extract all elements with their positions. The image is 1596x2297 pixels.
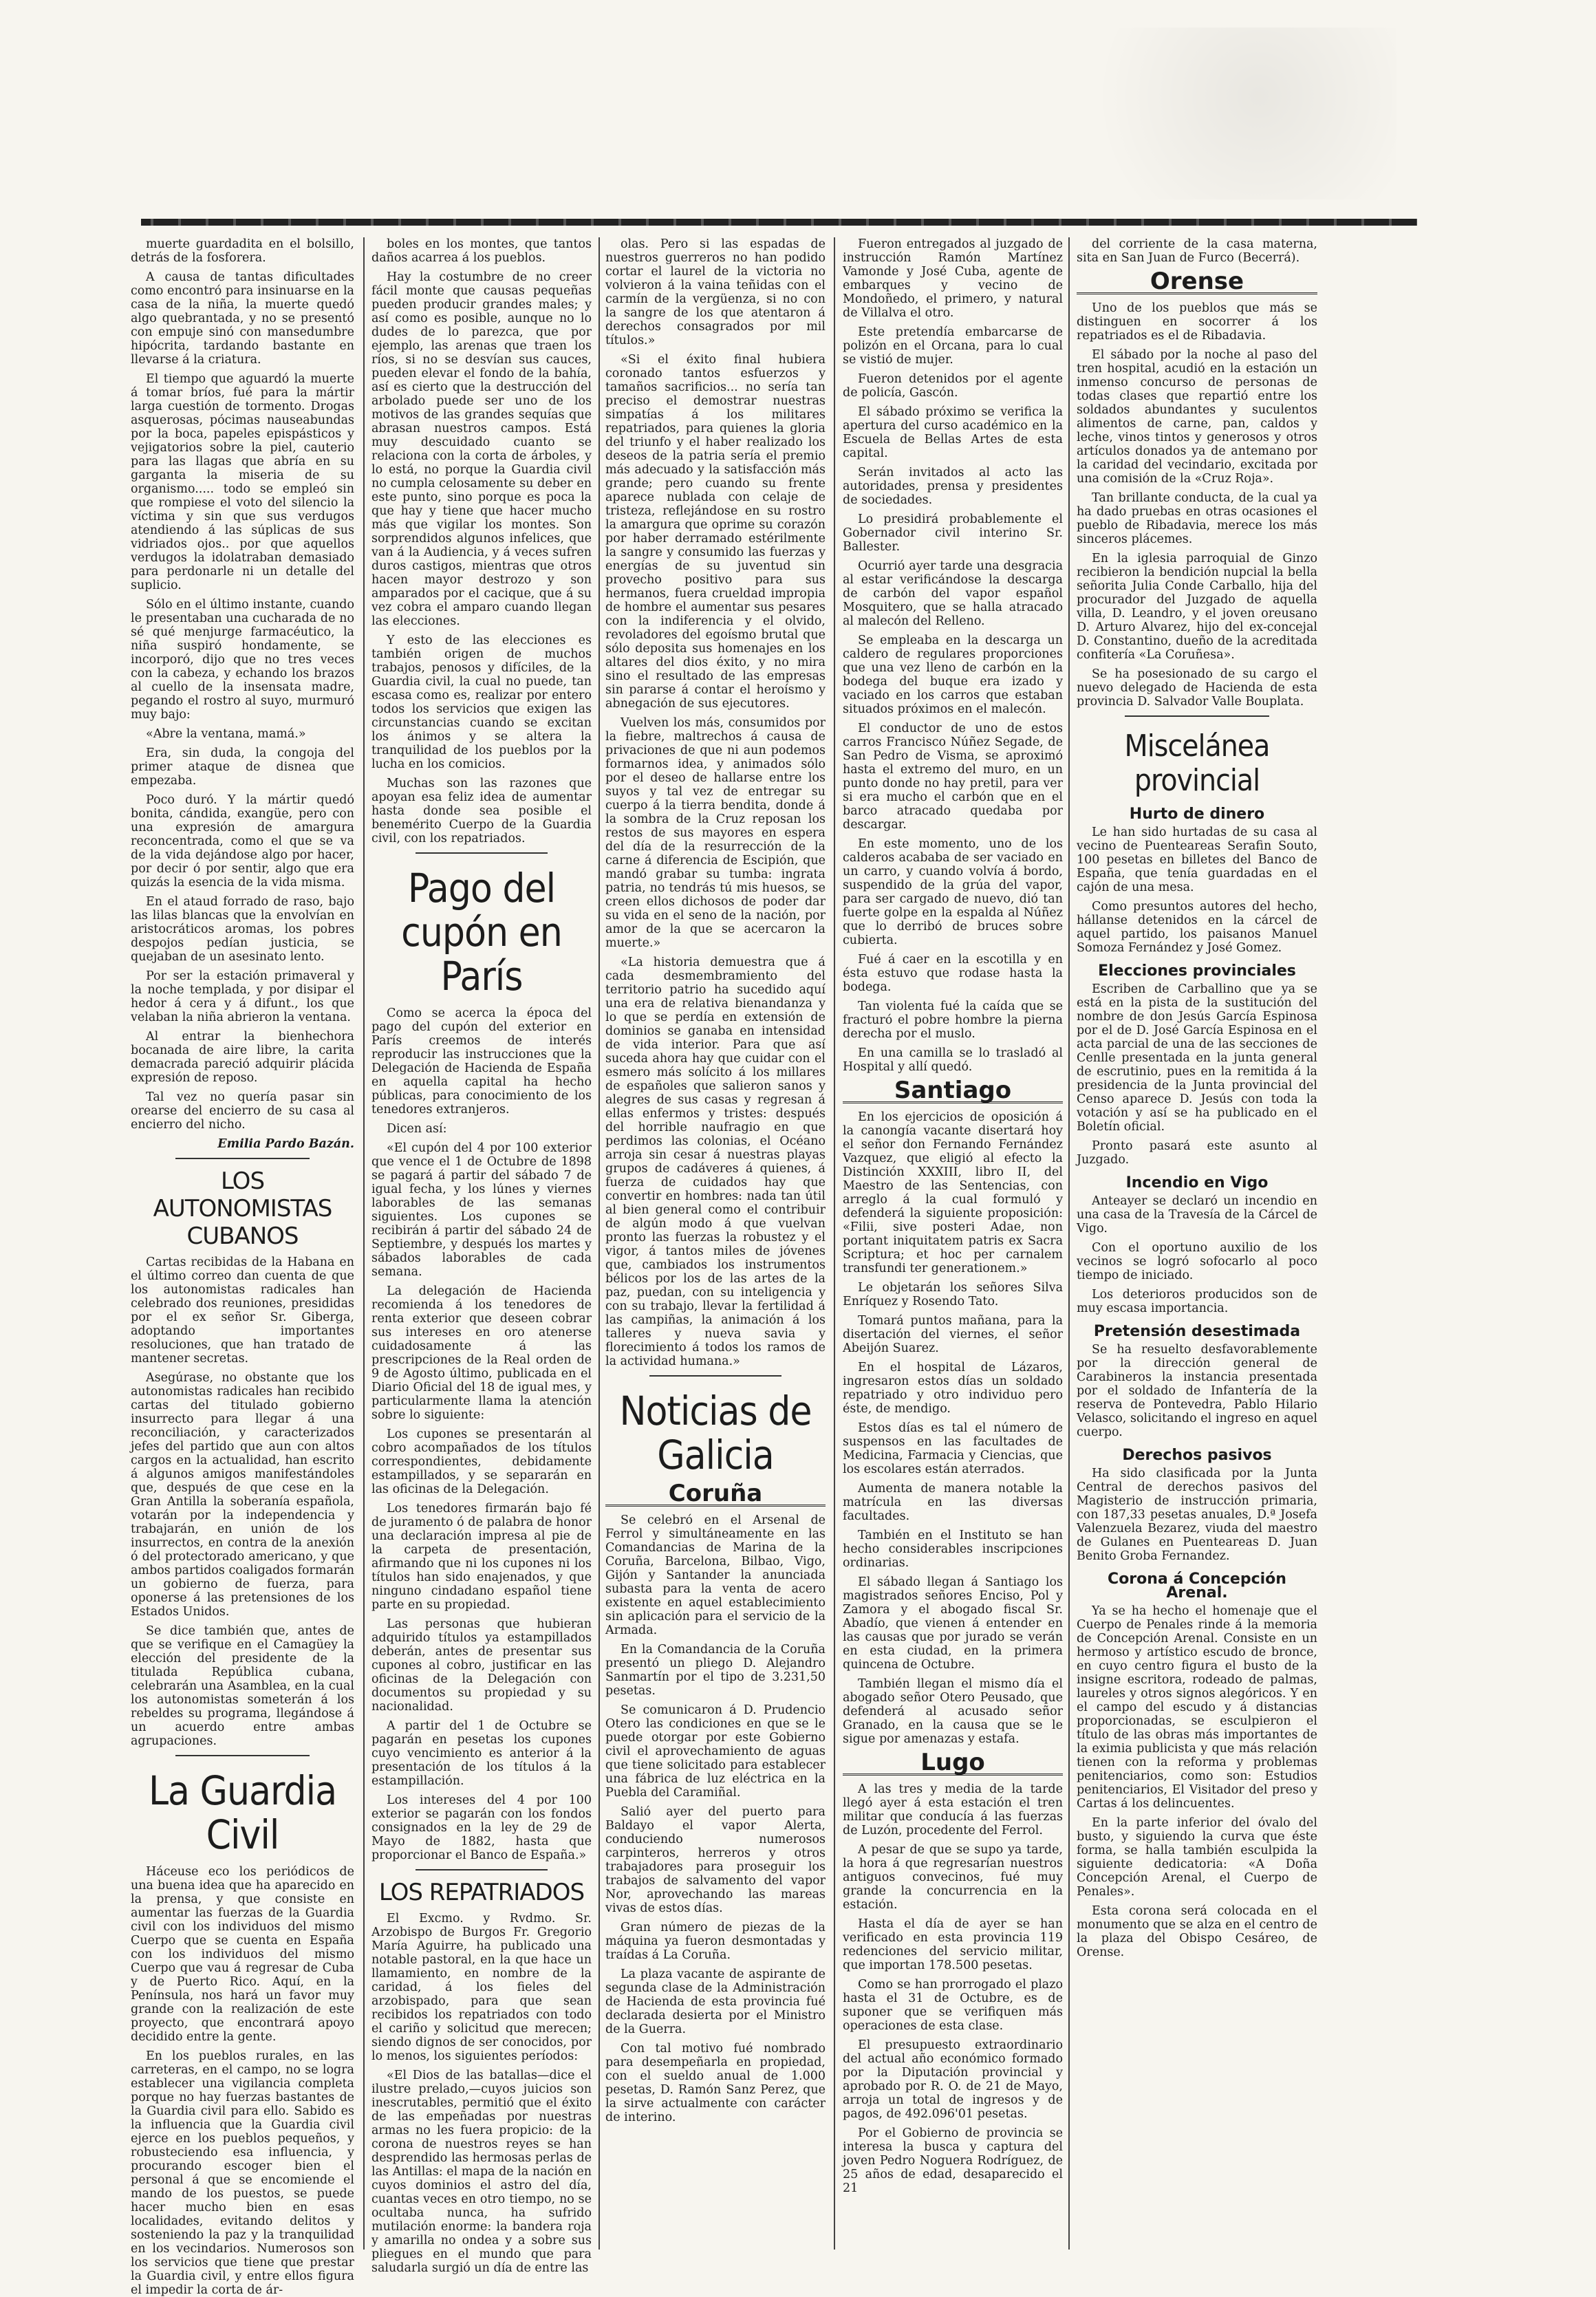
paragraph: En una camilla se lo trasladó al Hospital y allí quedó. [843,1046,1063,1074]
paragraph: «Si el éxito final hubiera coronado tantos esfuerzos y tamaños sacrificios... no sería tan preciso el demostrar nuestras simpatías á los militares repatriados, para quienes la gloria del triunfo y el haber realizado los deseos de la patria sería el premio más adecuado y la satisfacción más grande; pero cuando su frente aparece nublada con celaje de tristeza, reflejándose en su rostro la amargura que oprime su corazón por haber derramado estérilmente la sangre y consumido las fuerzas y energías de su juventud sin provecho positivo para sus hermanos, fuera crueldad impropia de hombre el aumentar sus pesares con la indiferencia y el olvido, revoladores del egoísmo brutal que sólo deposita sus homenajes en los altares del dios éxito, y no mira sino el resultado de las empresas sin pararse á contar el heroísmo y abnegación de sus ejecutores. [605,353,826,711]
paragraph: Las personas que hubieran adquirido títulos ya estampillados deberán, antes de presentar sus cupones al cobro, justificar en las oficinas de la Delegación con documentos su propiedad y su nacionalidad. [371,1617,592,1714]
headline-pago-cupon: Pago del cupón en París [401,865,562,1000]
headline-noticias-galicia: Noticias de Galicia [619,1388,812,1478]
paragraph: Como presuntos autores del hecho, hállanse detenidos en la cárcel de aquel partido, los paisanos Manuel Somoza Fernández y José Gomez. [1077,900,1317,955]
divider-rule [175,1755,310,1756]
paragraph: Ocurrió ayer tarde una desgracia al estar verificándose la descarga de carbón del vapor español Mosquitero, que se halla atracado al malecón del Relleno. [843,559,1063,628]
article-repatriados [371,1912,592,2275]
paragraph: Cartas recibidas de la Habana en el último correo dan cuenta de que los autonomistas radicales han celebrado dos reuniones, presididas por el ex señor Sr. Giberga, adoptando importantes resoluciones, que han tratado de mantener secretas. [131,1255,354,1366]
paragraph: Gran número de piezas de la máquina ya fueron desmontadas y traídas á La Coruña. [605,1921,826,1962]
paragraph: En los pueblos rurales, en las carreteras, en el campo, no se logra establecer una vigilancia completa porque no hay fuerzas bastantes de la Guardia civil para ello. Sabido es la influencia que la Guardia civil ejerce en los pueblos pequeños, y robusteciendo esa influencia, y procurando escoger bien el personal á que se encomiende el mando de los puestos, se puede hacer mucho bien en esas localidades, evitando delitos y sosteniendo la paz y la tranquilidad en los vecindarios. Numerosos son los servicios que tiene que prestar la Guardia civil, y entre ellos figura el impedir la corta de ár- [131,2049,354,2297]
paragraph: Vuelven los más, consumidos por la fiebre, maltrechos á causa de privaciones de que ni aun podemos formarnos idea, y animados sólo por el deseo de hallarse entre los suyos y tal vez de entregar su cuerpo á la tierra bendita, donde á la sombra de la Cruz reposan los restos de sus mayores en espera del día de la resurrección de la carne á diferencia de Escipión, que mandó grabar su tumba: ingrata patria, no tendrás tú mis huesos, se creen ellos dichosos de poder dar su vida en el seno de la nación, por amor de la que se acercaron la muerte.» [605,716,826,950]
paragraph: Uno de los pueblos que más se distinguen en socorrer á los repatriados es el de Ribadavia. [1077,301,1317,343]
paragraph: Con el oportuno auxilio de los vecinos se logró sofocarlo al poco tiempo de iniciado. [1077,1241,1317,1282]
paragraph: Serán invitados al acto las autoridades, prensa y presidentes de sociedades. [843,466,1063,507]
paragraph: Ya se ha hecho el homenaje que el Cuerpo de Penales rinde á la memoria de Concepción Arenal. Consiste en un hermoso y artístico escudo de bronce, en cuyo centro figura el busto de la insigne escritora, rodeado de palmas, laureles y otros signos alegóricos. Y en el campo del escudo y á distancias proporcionadas, se esculpieron el título de las obras más importantes de la eximia publicista y que más relación tienen con la reforma y problemas penitenciarios, como son: Estudios penitenciarios, El Visitador del preso y Cartas á los delincuentes. [1077,1604,1317,1811]
news-incendio [1077,1194,1317,1315]
paragraph: Pronto pasará este asunto al Juzgado. [1077,1139,1317,1167]
headline-autonomistas: LOS AUTONOMISTAS CUBANOS [153,1167,332,1250]
paragraph: Se celebró en el Arsenal de Ferrol y simultáneamente en las Comandancias de Marina de la Coruña, Barcelona, Bilbao, Vigo, Gijón y Santander la anunciada subasta para la venta de acero existente en aquel establecimiento sin aplicación para el servicio de la Armada. [605,1513,826,1637]
story-continuation [131,237,354,1132]
paragraph: Esta corona será colocada en el monumento que se alza en el centro de la plaza del Obispo Cesáreo, de Orense. [1077,1904,1317,1959]
paragraph: «El cupón del 4 por 100 exterior que vence el 1 de Octubre de 1898 se pagará á partir del sábado 7 de igual fecha, y los lúnes y viernes laborables de las semanas siguientes. Los cupones se recibirán á partir del sábado 24 de Septiembre, y después los martes y sábados laborables de cada semana. [371,1141,592,1279]
paragraph: Los cupones se presentarán al cobro acompañados de los títulos correspondientes, debidamente estampillados, y se separarán en las oficinas de la Delegación. [371,1427,592,1496]
divider-rule [416,1869,548,1870]
paragraph: El conductor de uno de estos carros Francisco Núñez Segade, de San Pedro de Visma, se aproximó hasta el extremo del muro, en un punto donde no hay pretil, para ver si era mucho el carbón que en el barco atracado quedaba por descargar. [843,722,1063,832]
divider-rule [175,1158,310,1159]
paragraph: En la iglesia parroquial de Ginzo recibieron la bendición nupcial la bella señorita Julia Conde Carballo, hija del procurador del Juzgado de aquella villa, D. Leandro, y el joven oreusano D. Arturo Alvarez, hijo del ex-concejal D. Constantino, dueño de la acreditada confitería «La Coruñesa». [1077,552,1317,662]
paragraph: Háceuse eco los periódicos de una buena idea que ha aparecido en la prensa, y que consiste en aumentar las fuerzas de la Guardia civil con los individuos del mismo Cuerpo que se cuenta en España con los individuos del mismo Cuerpo que vau á regresar de Cuba y de Puerto Rico. Aquí, en la Península, nos hará un favor muy grande con la realización de este proyecto, que encontrará apoyo decidido entre la gente. [131,1865,354,2044]
paragraph: También llegan el mismo día el abogado señor Otero Peusado, que defenderá al acusado señor Granado, en la causa que se le sigue por amenazas y estafa. [843,1677,1063,1746]
headline-guardia-civil: La Guardia Civil [148,1767,337,1858]
paragraph: Asegúrase, no obstante que los autonomistas radicales han recibido cartas del titulado gobierno insurrecto para llegar á una reconciliación, y caracterizados jefes del partido que aun con altos cargos en la actualidad, han escrito á algunos amigos manifestándoles que, después de que cese en la Gran Antilla la soberanía española, votarán por la independencia y trabajarán, en unión de los insurrectos, en contra de la anexión ó del protectorado americano, y que ambos partidos coaligados formarán un gobierno de fuerza, para oponerse á las pretensiones de los Estados Unidos. [131,1371,354,1619]
author-signature: Emilia Pardo Bazán. [217,1137,354,1151]
paragraph: Se ha posesionado de su cargo el nuevo delegado de Hacienda de esta provincia D. Salvador Valle Bouplata. [1077,667,1317,709]
paragraph: Se empleaba en la descarga un caldero de regulares proporciones que una vez lleno de carbón en la bodega del buque era izado y vaciado en los carros que estaban situados próximos en el malecón. [843,634,1063,716]
paragraph: A partir del 1 de Octubre se pagarán en pesetas los cupones cuyo vencimiento es anterior á la presentación de los títulos á la estampillación. [371,1719,592,1788]
column-1 [131,237,354,2297]
paragraph: Al entrar la bienhechora bocanada de aire libre, la carita demacrada pareció adquirir plácida expresión de reposo. [131,1030,354,1085]
paragraph: Aumenta de manera notable la matrícula en las diversas facultades. [843,1482,1063,1523]
paragraph: Por el Gobierno de provincia se interesa la busca y captura del joven Pedro Noguera Rodríguez, de 25 años de edad, desaparecido el 21 [843,2126,1063,2195]
paragraph: Hasta el día de ayer se han verificado en esta provincia 119 redenciones del servicio militar, que importan 178.500 pesetas. [843,1917,1063,1972]
news-lugo [843,1782,1063,2195]
paragraph: En la parte inferior del óvalo del busto, y siguiendo la curva que éste forma, se halla también esculpida la siguiente dedicatoria: «A Doña Concepción Arenal, el Cuerpo de Penales». [1077,1816,1317,1899]
subhead-incendio: Incendio en Vigo [1125,1174,1269,1191]
paragraph: En los ejercicios de oposición á la canongía vacante disertará hoy el señor don Fernando Fernández Vazquez, que eligió al efecto la Distinción XXXIII, libro II, del Maestro de las Sentencias, con arreglo á la cual formuló y defenderá la siguiente proposición: «Filii, sive posteri Adae, non portant iniquitatem patris ex Sacra Scriptura; et hoc per carnalem transfundi ter generationem.» [843,1110,1063,1275]
article-repatriados-cont [605,237,826,1368]
headline-repatriados: LOS REPATRIADOS [378,1879,585,1906]
news-hurto [1077,826,1317,955]
paragraph: Sólo en el último instante, cuando le presentaban una cucharada de no sé qué menjurge farmacéutico, la niña suspiró hondamente, se incorporó, dijo que no tres veces con la cabeza, y echando los brazos al cuello de la insensata madre, pegando el rostro al suyo, murmuró muy bajo: [131,598,354,722]
column-5 [1077,237,1317,2250]
subhead-hurto: Hurto de dinero [1129,806,1265,823]
paragraph: Tal vez no quería pasar sin orearse del encierro de su casa al encierro del nicho. [131,1090,354,1132]
library-stamp-shadow [1053,28,1396,199]
paragraph: A causa de tantas dificultades como encontró para insinuarse en la casa de la niña, la muerte quedó algo quebrantada, y no se presentó con empuje sinó con mansedumbre hipócrita, tardando bastante en llevarse á la criatura. [131,270,354,367]
paragraph: Poco duró. Y la mártir quedó bonita, cándida, exangüe, pero con una expresión de amargura reconcentrada, como el que se va de la vida dejándose algo por hacer, por decir ó por sentir, algo que era quizás la esencia de la vida misma. [131,793,354,889]
paragraph: «La historia demuestra que á cada desmembramiento del territorio patrio ha sucedido aquí una era de relativa bienandanza y lo que se perdía en extensión de dominios se ganaba en intensidad de vida interior. Para que así suceda ahora hay que cuidar con el esmero más solícito á los millares de españoles que salieron sanos y alegres de sus casas y regresan á ellas enfermos y tristes: después del horrible naufragio en que perdimos las colonias, el Océano arroja sin cesar á nuestras playas grupos de cadáveres á quienes, á fuerza de cuidados hay que convertir en hombres: nada tan útil al bien general como el contribuir de algún modo á que vuelvan pronto las fuerzas la robustez y el vigor, á tantos miles de jóvenes que, cambiados los instrumentos bélicos por los de las artes de la paz, puedan, con su inteligencia y con su trabajo, llevar la fertilidad á las campiñas, la animación á los talleres y nueva savia y florecimiento á todos los ramos de la actividad humana.» [605,956,826,1368]
article-guardia-civil [131,1865,354,2297]
paragraph: Tomará puntos mañana, para la disertación del viernes, el señor Abeijón Suarez. [843,1314,1063,1355]
news-lugo-cont [1077,237,1317,265]
column-divider [1068,237,1070,2250]
subhead-derechos: Derechos pasivos [1122,1447,1272,1464]
section-coruna: Coruña [605,1487,826,1507]
paragraph: Escriben de Carballino que ya se está en la pista de la sustitución del nombre de don Jesús García Espinosa por el de D. José García Espinosa en el acta parcial de una de las secciones de Cenlle presentada en la junta general de escrutinio, pues en la remitida á la presidencia de la Junta provincial del Censo aparece D. Jesús con toda la votación y así se ha publicado en el Boletín oficial. [1077,982,1317,1134]
paragraph: El sábado llegan á Santiago los magistrados señores Enciso, Pol y Zamora y el abogado fiscal Sr. Abadío, que vienen á entender en las causas que por jurado se verán en esta ciudad, en la primera quincena de Octubre. [843,1575,1063,1672]
paragraph: La plaza vacante de aspirante de segunda clase de la Administración de Hacienda de esta provincia fué declarada desierta por el Ministro de la Guerra. [605,1967,826,2036]
paragraph: El sábado por la noche al paso del tren hospital, acudió en la estación un inmenso concurso de personas de todas clases que repartió entre los soldados abundantes y suculentos alimentos de carne, pan, caldos y leche, vinos tintos y generosos y otros artículos donados ya de antemano por la caridad del vecindario, excitada por una comisión de la «Cruz Roja». [1077,348,1317,486]
paragraph: Y esto de las elecciones es también origen de muchos trabajos, penosos y difíciles, de la Guardia civil, la cual no puede, tan escasa como es, realizar por entero todos los servicios que exigen las circunstancias cuando se excitan los ánimos y se altera la tranquilidad de los pueblos por la lucha en los comicios. [371,634,592,771]
paragraph: Fueron entregados al juzgado de instrucción Ramón Martínez Vamonde y José Cuba, agente de embarques y vecino de Mondoñedo, el primero, y natural de Villalva el otro. [843,237,1063,320]
paragraph: También en el Instituto se han hecho considerables inscripciones ordinarias. [843,1529,1063,1570]
column-3 [605,237,826,2250]
paragraph: Este pretendía embarcarse de polizón en el Orcana, para lo cual se vistió de mujer. [843,325,1063,367]
paragraph: Como se han prorrogado el plazo hasta el 31 de Octubre, es de suponer que se verifiquen más operaciones de esta clase. [843,1978,1063,2033]
news-coruna-cont [843,237,1063,1074]
news-orense [1077,301,1317,709]
column-divider [598,237,600,2250]
paragraph: En la Comandancia de la Coruña presentó un pliego D. Alejandro Sanmartín por el tipo de 3.231,50 pesetas. [605,1643,826,1698]
paragraph: A las tres y media de la tarde llegó ayer á esta estación el tren militar que conducía á las fuerzas de Luzón, procedente del Ferrol. [843,1782,1063,1837]
news-santiago [843,1110,1063,1746]
top-rule [141,219,1417,226]
paragraph: del corriente de la casa materna, sita en San Juan de Furco (Becerrá). [1077,237,1317,265]
paragraph: En el hospital de Lázaros, ingresaron estos días un soldado repatriado y otro individuo pero éste, de mendigo. [843,1361,1063,1416]
paragraph: El Excmo. y Rvdmo. Sr. Arzobispo de Burgos Fr. Gregorio María Aguirre, ha publicado una notable pastoral, en la que hace un llamamiento, en nombre de la caridad, á los fieles del arzobispado, para que sean recibidos los repatriados con todo el cariño y solicitud que merecen; siendo dignos de ser conocidos, por lo menos, los siguientes períodos: [371,1912,592,2063]
paragraph: Le objetarán los señores Silva Enríquez y Rosendo Tato. [843,1281,1063,1308]
paragraph: Los tenedores firmarán bajo fé de juramento ó de palabra de honor una declaración impresa al pie de la carpeta de presentación, afirmando que ni los cupones ni los títulos han sido enajenados, y que ninguno cindadano español tiene parte en su propiedad. [371,1502,592,1612]
paragraph: Salió ayer del puerto para Baldayo el vapor Alerta, conduciendo numerosos carpinteros, herreros y otros trabajadores para proseguir los trabajos de salvamento del vapor Nor, aprovechando las mareas vivas de estos días. [605,1805,826,1915]
divider-rule [649,1375,781,1377]
paragraph: Dicen así: [387,1122,447,1136]
paragraph: Lo presidirá probablemente el Gobernador civil interino Sr. Ballester. [843,513,1063,554]
paragraph: En el ataud forrado de raso, bajo las lilas blancas que la envolvían en aristocráticos aromas, los pobres despojos pedían justicia, se quejaban de un asesinato lento. [131,895,354,964]
paragraph: Estos días es tal el número de suspensos en las facultades de Medicina, Farmacia y Ciencias, que los escolares están aterrados. [843,1421,1063,1476]
column-divider [834,237,835,2250]
headline-miscelanea: Miscelánea provincial [1124,729,1270,798]
paragraph: El tiempo que aguardó la muerte á tomar bríos, fué para la mártir larga cuestión de tormento. Drogas asquerosas, pócimas nauseabundas por la boca, papeles epispásticos y vejigatorios sobre la piel, cauterio para las llagas que abría en su garganta la miseria de su organismo..... todo se empleó sin que rompiese el voto del silencio la víctima y sin que sus verdugos atendiendo á las súplicas de sus vidriados ojos.. por que aquellos verdugos la idolatraban demasiado para perdonarle ni un detalle del suplicio. [131,372,354,592]
paragraph: En este momento, uno de los calderos acababa de ser vaciado en un carro, y cuando volvía á bordo, suspendido de la grúa del vapor, para ser cargado de nuevo, dió tan fuerte golpe en la espalda al Núñez que lo derribó de bruces sobre cubierta. [843,837,1063,947]
paragraph: La delegación de Hacienda recomienda á los tenedores de renta exterior que deseen cobrar sus intereses en oro atenerse cuidadosamente á las prescripciones de la Real orden de 9 de Agosto último, publicada en el Diario Oficial del 18 de igual mes, y particularmente llama la atención sobre lo siguiente: [371,1284,592,1422]
divider-rule [416,852,548,854]
section-lugo: Lugo [843,1756,1063,1776]
paragraph: «El Dios de las batallas—dice el ilustre prelado,—cuyos juicios son inescrutables, permitió que el éxito de las empeñadas por nuestras armas no les fuera propicio: de la corona de nuestros reyes se han desprendido las hermosas perlas de las Antillas: el mapa de la nación en cuyos dominios el astro del día, cuantas veces en otro tiempo, no se ocultaba nunca, ha sufrido mutilación enorme: la bandera roja y amarilla no ondea y a sobre sus pliegues en el mundo que para saludarla surgió un día de entre las [371,2069,592,2275]
section-orense: Orense [1077,274,1317,294]
news-pretension [1077,1343,1317,1439]
paragraph: muerte guardadita en el bolsillo, detrás de la fosforera. [131,237,354,265]
paragraph: Tan brillante conducta, de la cual ya ha dado pruebas en otras ocasiones el pueblo de Ribadavia, merece los más sinceros plácemes. [1077,491,1317,546]
paragraph: Ha sido clasificada por la Junta Central de derechos pasivos del Magisterio de instrucción primaria, con 187,33 pesetas anuales, D.ª Josefa Valenzuela Bezarez, viuda del maestro de Gulanes en Puenteareas D. Juan Benito Groba Fernandez. [1077,1467,1317,1563]
paragraph: Anteayer se declaró un incendio en una casa de la Travesía de la Cárcel de Vigo. [1077,1194,1317,1236]
paragraph: Se ha resuelto desfavorablemente por la dirección general de Carabineros la instancia presentada por el soldado de Infantería de la reserva de Pontevedra, Pablo Hilario Velasco, solicitando el ingreso en aquel cuerpo. [1077,1343,1317,1439]
article-pago-cupon [371,1006,592,1862]
news-coruna [605,1513,826,2124]
paragraph: boles en los montes, que tantos daños acarrea á los pueblos. [371,237,592,265]
paragraph: El sábado próximo se verifica la apertura del curso académico en la Escuela de Bellas Artes de esta capital. [843,405,1063,460]
paragraph: Era, sin duda, la congoja del primer ataque de disnea que empezaba. [131,746,354,788]
article-guardia-civil-cont [371,237,592,845]
paragraph: El presupuesto extraordinario del actual año económico formado por la Diputación provincial y aprobado por R. O. de 21 de Mayo, arroja un total de ingresos y de pagos, de 492.096'01 pesetas. [843,2038,1063,2121]
paragraph: Muchas son las razones que apoyan esa feliz idea de aumentar hasta donde sea posible el benemérito Cuerpo de la Guardia civil, con los repatriados. [371,777,592,845]
paragraph: Con tal motivo fué nombrado para desempeñarla en propiedad, con el sueldo anual de 1.000 pesetas, D. Ramón Sanz Perez, que la sirve actualmente con carácter de interino. [605,2042,826,2124]
paragraph: Por ser la estación primaveral y la noche templada, y por disipar el hedor á cera y á difunt., los que velaban la niña abrieron la ventana. [131,969,354,1024]
article-autonomistas [131,1255,354,1748]
paragraph: Los intereses del 4 por 100 exterior se pagarán con los fondos consignados en la ley de 29 de Mayo de 1882, hasta que proporcionar el Banco de España.» [371,1793,592,1862]
paragraph: Se dice también que, antes de que se verifique en el Camagüey la elección del presidente de la titulada República cubana, celebrarán una Asamblea, en la cual los autonomistas someterán á los rebeldes su programa, llegándose á un acuerdo entre ambas agrupaciones. [131,1624,354,1748]
paragraph: Hay la costumbre de no creer fácil monte que causas pequeñas pueden producir grandes males; y así como es posible, aunque no lo dudes de lo parezca, que por ejemplo, las arenas que traen los ríos, si no se desvían sus cauces, pueden elevar el fondo de la bahía, así es cierto que la destrucción del arbolado puede ser uno de los motivos de las grandes sequías que abrasan nuestros campos. Está muy descuidado cuanto se relaciona con la corta de árboles, y lo está, no porque la Guardia civil no cumpla celosamente su deber en este punto, sino porque es poca la que hay y tiene que hacer mucho más que vigilar los montes. Son sorprendidos algunos infelices, que van á la Audiencia, y á veces sufren duros castigos, mientras que otros hacen mayor destrozo y son amparados por el cacique, que á su vez cobra el amparo cuando llegan las elecciones. [371,270,592,628]
paragraph: A pesar de que se supo ya tarde, la hora á que regresarían nuestros antiguos convecinos, fué muy grande la concurrencia en la estación. [843,1843,1063,1912]
paragraph: Como se acerca la época del pago del cupón del exterior en París creemos de interés reproducir las instrucciones que la Delegación de Hacienda de España en aquella capital ha hecho públicas, para conocimiento de los tenedores extranjeros. [371,1006,592,1117]
section-santiago: Santiago [843,1083,1063,1103]
paragraph: Fueron detenidos por el agente de policía, Gascón. [843,372,1063,400]
news-corona [1077,1604,1317,1959]
news-elecciones [1077,982,1317,1167]
paragraph: Se comunicaron á D. Prudencio Otero las condiciones en que se le puede otorgar por este Gobierno civil el aprovechamiento de aguas que tiene solicitado para establecer una fábrica de luz eléctrica en la Puebla del Caramiñal. [605,1703,826,1800]
subhead-elecciones: Elecciones provinciales [1098,962,1296,980]
paragraph: «Abre la ventana, mamá.» [146,727,306,741]
paragraph: olas. Pero si las espadas de nuestros guerreros no han podido cortar el laurel de la victoria no volvieron á la vaina teñidas con el carmín de la vergüenza, si no con la sangre de los que atentaron á derechos consagrados por mil títulos.» [605,237,826,347]
paragraph: Tan violenta fué la caída que se fracturó el pobre hombre la pierna derecha por el muslo. [843,1000,1063,1041]
paragraph: Le han sido hurtadas de su casa al vecino de Puenteareas Serafin Souto, 100 pesetas en billetes del Banco de España, que tenía guardadas en el cajón de una mesa. [1077,826,1317,894]
divider-rule [1125,715,1269,717]
column-divider [363,237,365,2250]
subhead-corona: Corona á Concepción Arenal. [1108,1571,1286,1602]
subhead-pretension: Pretensión desestimada [1093,1323,1301,1340]
column-4 [843,237,1063,2250]
paragraph: Los deterioros producidos son de muy escasa importancia. [1077,1288,1317,1315]
column-2 [371,237,592,2275]
paragraph: Fué á caer en la escotilla y en ésta estuvo que rodase hasta la bodega. [843,953,1063,994]
news-derechos [1077,1467,1317,1563]
